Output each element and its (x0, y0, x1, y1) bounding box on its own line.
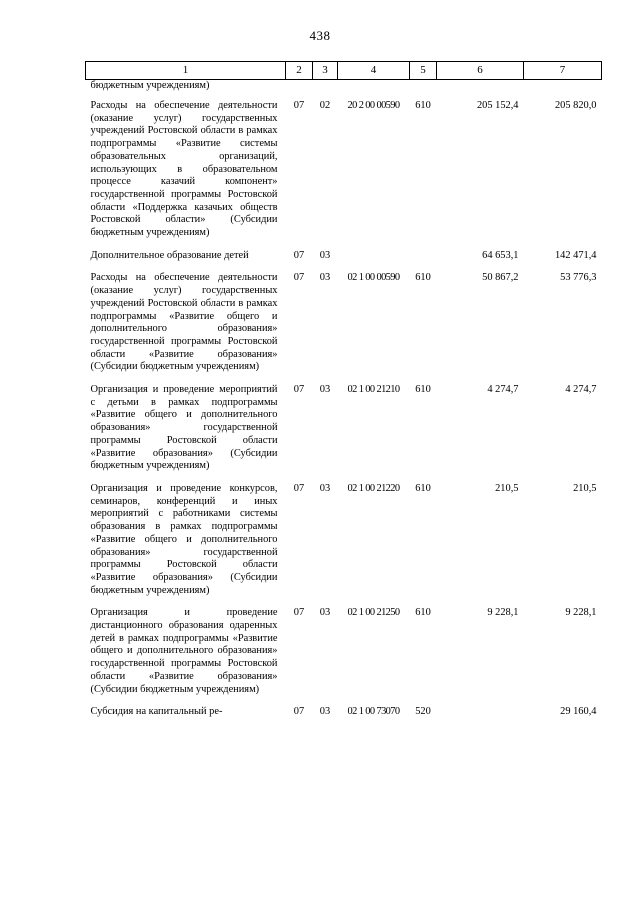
row-amount-2: 9 228,1 (565, 607, 597, 619)
page-number: 438 (309, 28, 331, 43)
row-expense-type: 610 (415, 482, 431, 494)
row-expense-type (410, 80, 437, 101)
table-row (86, 706, 602, 719)
row-expense-type (410, 250, 437, 273)
row-amount-1: 210,5 (495, 482, 519, 494)
row-target-code: 02 1 00 00590 (347, 272, 400, 284)
row-subsection: 03 (319, 384, 331, 396)
row-amount-1: 50 867,2 (482, 272, 519, 284)
header-cell-col3: 3 (313, 62, 338, 80)
row-amount-1 (437, 706, 524, 719)
row-target-code: 02 1 00 21210 (347, 384, 400, 396)
row-target-code: 20 2 00 00590 (347, 100, 400, 111)
header-cell-col1: 1 (86, 62, 286, 80)
row-expense-type: 610 (415, 272, 431, 284)
row-amount-2 (524, 80, 602, 101)
header-cell-col5: 5 (410, 62, 437, 80)
row-section (286, 80, 313, 101)
row-amount-1: 64 653,1 (482, 249, 519, 261)
row-expense-type: 610 (415, 100, 431, 111)
row-target-code: 02 1 00 73070 (347, 706, 400, 718)
budget-table (85, 61, 602, 719)
row-subsection: 03 (319, 607, 331, 619)
header-cell-col7: 7 (524, 62, 602, 80)
row-expense-type: 520 (415, 706, 431, 718)
row-section: 07 (293, 482, 305, 494)
row-description: Расходы на обеспечение деятельности (оказание услуг) государственных учреждений Ростовской области в рамках подпрограммы «Развитие общего и дополнительного образования» государственной программы Ростовской области «Развитие образования» (Субсидии бюджетным учреждениям) (90, 272, 278, 373)
row-amount-2: 4 274,7 (565, 384, 597, 396)
table-row (86, 384, 602, 483)
row-amount-1: 9 228,1 (487, 607, 519, 619)
row-section: 07 (293, 384, 305, 396)
row-subsection (313, 80, 338, 101)
row-expense-type: 610 (415, 607, 431, 619)
row-target-code (338, 250, 410, 273)
row-section: 07 (293, 706, 305, 718)
row-amount-1 (437, 80, 524, 101)
table-row (86, 100, 602, 250)
row-target-code: 02 1 00 21220 (347, 482, 400, 494)
row-expense-type: 610 (415, 384, 431, 396)
header-cell-col6: 6 (437, 62, 524, 80)
row-amount-2: 205 820,0 (554, 100, 597, 111)
row-description: Субсидия на капитальный ре- (90, 706, 223, 718)
row-amount-2: 210,5 (573, 482, 597, 494)
row-subsection: 03 (319, 482, 331, 494)
header-cell-col4: 4 (338, 62, 410, 80)
row-amount-1: 4 274,7 (487, 384, 519, 396)
row-amount-2: 29 160,4 (560, 706, 597, 718)
table-row (86, 80, 602, 101)
row-amount-1: 205 152,4 (476, 100, 519, 111)
row-section: 07 (293, 249, 305, 261)
header-cell-col2: 2 (286, 62, 313, 80)
row-target-code: 02 1 00 21250 (347, 607, 400, 619)
row-description: Организация и проведение конкурсов, семинаров, конференций и иных мероприятий с работниками системы образования в рамках подпрограммы «Развитие общего и дополнительного образования» государственной программы Ростовской области «Развитие образования» (Субсидии бюджетным учреждениям) (90, 482, 278, 596)
row-section: 07 (293, 272, 305, 284)
row-description: Расходы на обеспечение деятельности (оказание услуг) государственных учреждений Ростовской области в рамках подпрограммы «Развитие системы образовательных организаций, использующих в образовательном процессе казачий компонент» государственной программы Ростовской области «Поддержка казачьих обществ Ростовской области» (Субсидии бюджетным учреждениям) (90, 100, 278, 239)
row-section: 07 (293, 607, 305, 619)
row-description: Дополнительное образование детей (90, 249, 249, 261)
row-subsection: 03 (319, 706, 331, 718)
table-row (86, 250, 602, 273)
row-description: Организация и проведение дистанционного образования одаренных детей в рамках подпрограммы «Развитие общего и дополнительного образования» государственной программы Ростовской области «Развитие образования» (Субсидии бюджетным учреждениям) (90, 607, 278, 695)
row-section: 07 (293, 100, 305, 111)
row-description: бюджетным учреждениям) (90, 80, 210, 91)
table-row (86, 483, 602, 607)
row-target-code (338, 80, 410, 101)
row-description: Организация и проведение мероприятий с детьми в рамках подпрограммы «Развитие общего и дополнительного образования» государственной программы Ростовской области «Развитие образования» (Субсидии бюджетным учреждениям) (90, 384, 278, 472)
table-row (86, 272, 602, 384)
row-subsection: 02 (319, 100, 331, 111)
row-amount-2: 142 471,4 (554, 249, 597, 261)
row-subsection: 03 (319, 249, 331, 261)
table-row (86, 607, 602, 706)
row-subsection: 03 (319, 272, 331, 284)
table-header-row (86, 62, 602, 80)
row-amount-2: 53 776,3 (560, 272, 597, 284)
